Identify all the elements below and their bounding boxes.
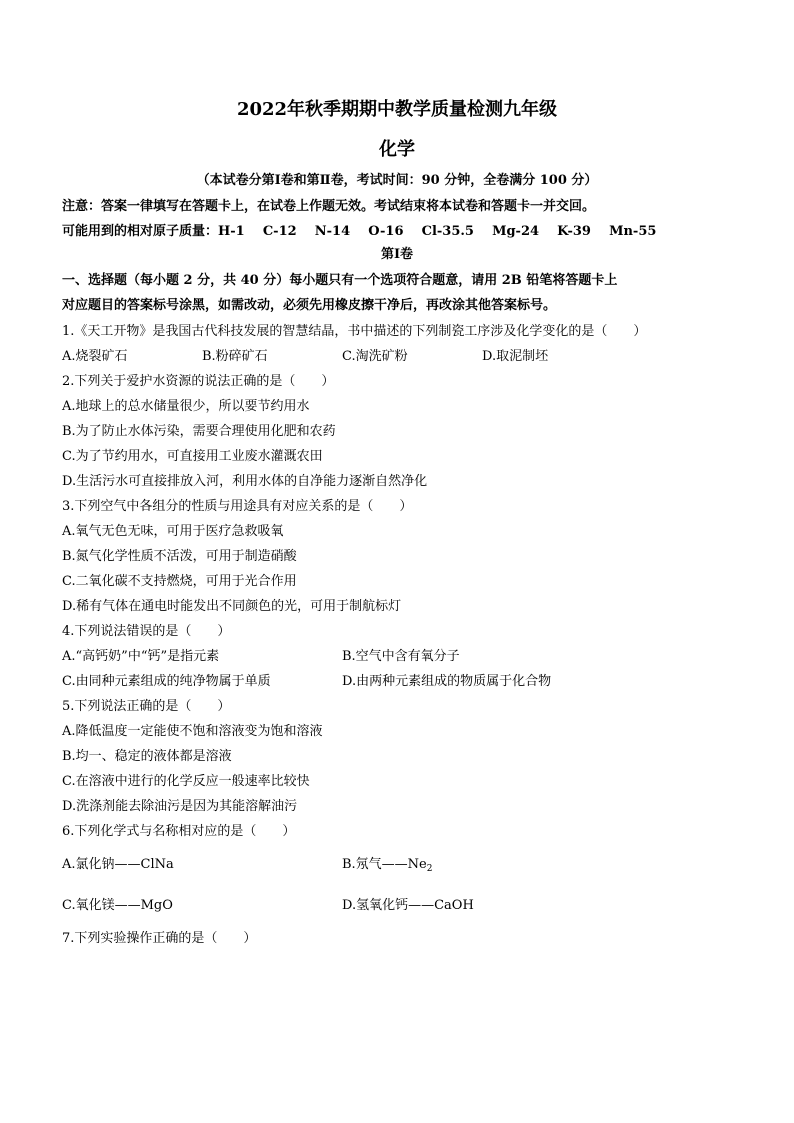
question-3-option-b: B.氮气化学性质不活泼，可用于制造硝酸 xyxy=(62,549,297,564)
question-3-option-a: A.氧气无色无味，可用于医疗急救吸氧 xyxy=(62,524,284,539)
question-5-stem: 5.下列说法正确的是（ ） xyxy=(62,699,231,714)
question-4-option-d: D.由两种元素组成的物质属于化合物 xyxy=(342,674,552,689)
question-3-stem: 3.下列空气中各组分的性质与用途具有对应关系的是（ ） xyxy=(62,499,413,514)
question-4-option-c: C.由同种元素组成的纯净物属于单质 xyxy=(62,674,271,689)
question-6-stem: 6.下列化学式与名称相对应的是（ ） xyxy=(62,824,296,839)
question-2-option-d: D.生活污水可直接排放入河，利用水体的自净能力逐渐自然净化 xyxy=(62,474,428,489)
exam-info: （本试卷分第Ⅰ卷和第Ⅱ卷，考试时间：90 分钟，全卷满分 100 分） xyxy=(196,173,598,188)
section-heading-line-1: 一、选择题（每小题 2 分，共 40 分）每小题只有一个选项符合题意，请用 2B 铅笔将答题卡上 xyxy=(62,273,618,288)
question-3-option-c: C.二氧化碳不支持燃烧，可用于光合作用 xyxy=(62,574,297,589)
question-3-option-d: D.稀有气体在通电时能发出不同颜色的光，可用于制航标灯 xyxy=(62,599,402,614)
question-4-option-a: A.“高钙奶”中“钙”是指元素 xyxy=(62,649,220,664)
question-5-option-d: D.洗涤剂能去除油污是因为其能溶解油污 xyxy=(62,799,298,814)
exam-title: 2022年秋季期期中教学质量检测九年级 xyxy=(236,99,558,120)
question-4-option-b: B.空气中含有氧分子 xyxy=(342,649,460,664)
section-heading-line-2: 对应题目的答案标号涂黑，如需改动，必须先用橡皮擦干净后，再改涂其他答案标号。 xyxy=(62,298,557,313)
volume-label: 第Ⅰ卷 xyxy=(380,247,414,262)
question-2-option-a: A.地球上的总水储量很少，所以要节约用水 xyxy=(62,399,310,414)
question-5-option-a: A.降低温度一定能使不饱和溶液变为饱和溶液 xyxy=(62,724,323,739)
question-2-option-c: C.为了节约用水，可直接用工业废水灌溉农田 xyxy=(62,449,323,464)
question-5-option-c: C.在溶液中进行的化学反应一般速率比较快 xyxy=(62,774,310,789)
question-6-option-c: C.氧化镁——MgO xyxy=(62,898,173,913)
atomic-mass-text: 可能用到的相对原子质量：H-1 C-12 N-14 O-16 Cl-35.5 Mg-24 K-39 Mn-55 xyxy=(62,224,657,239)
question-1-option-d: D.取泥制坯 xyxy=(482,349,549,364)
question-1-option-a: A.烧裂矿石 xyxy=(62,349,128,364)
question-1-stem: 1.《天工开物》是我国古代科技发展的智慧结晶，书中描述的下列制瓷工序涉及化学变化的是（ ） xyxy=(62,324,647,339)
question-2-stem: 2.下列关于爱护水资源的说法正确的是（ ） xyxy=(62,374,335,389)
question-6-option-a: A.氯化钠——ClNa xyxy=(62,857,174,872)
question-4-stem: 4.下列说法错误的是（ ） xyxy=(62,624,231,639)
question-2-option-b: B.为了防止水体污染，需要合理使用化肥和农药 xyxy=(62,424,336,439)
question-1-option-b: B.粉碎矿石 xyxy=(202,349,268,364)
question-7-stem: 7.下列实验操作正确的是（ ） xyxy=(62,931,257,946)
question-6-option-b-subscript: 2 xyxy=(426,864,433,874)
question-6-option-b xyxy=(342,856,433,874)
question-6-option-b-text: B.氖气——Ne xyxy=(342,857,427,872)
notice-text: 注意：答案一律填写在答题卡上，在试卷上作题无效。考试结束将本试卷和答题卡一并交回。 xyxy=(62,199,596,214)
question-6-option-d: D.氢氧化钙——CaOH xyxy=(342,898,474,913)
subject-title: 化学 xyxy=(379,139,415,160)
question-1-option-c: C.淘洗矿粉 xyxy=(342,349,408,364)
question-5-option-b: B.均一、稳定的液体都是溶液 xyxy=(62,749,232,764)
